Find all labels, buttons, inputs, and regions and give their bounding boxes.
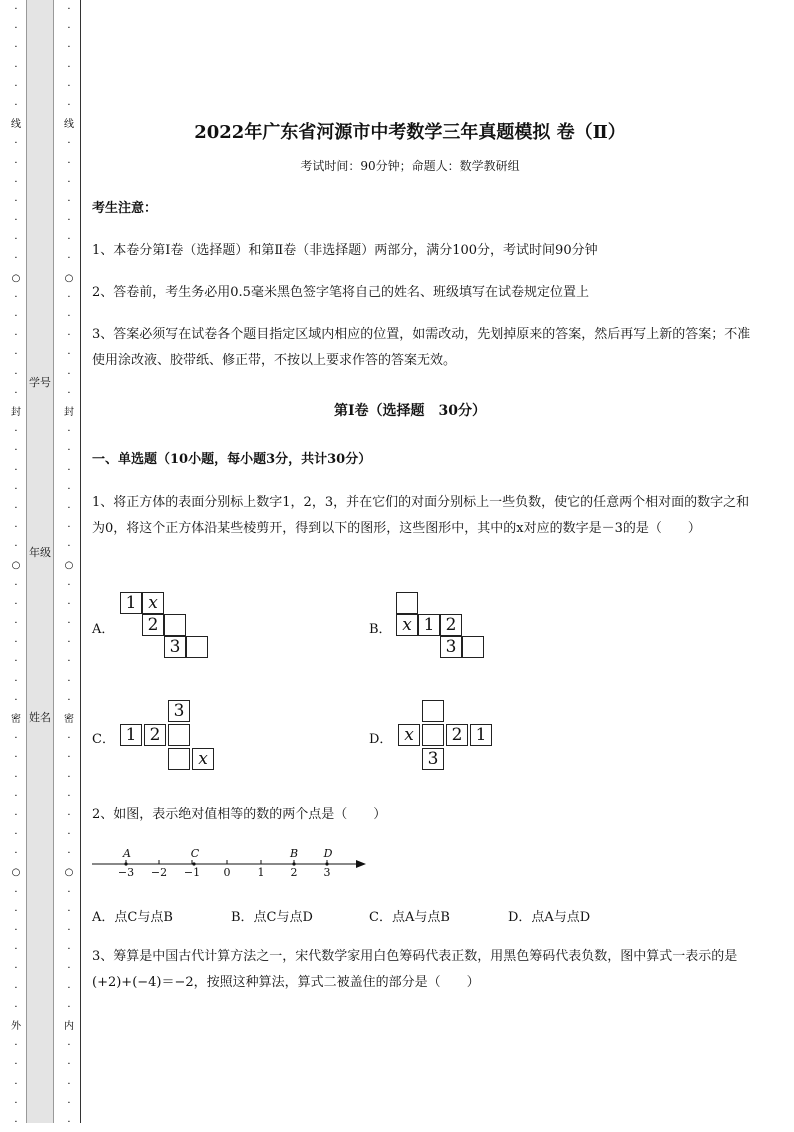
net-cell: 2 — [142, 614, 164, 636]
tick-label: 0 — [223, 866, 231, 879]
tick-label: −3 — [117, 866, 135, 879]
net-cell — [422, 724, 444, 746]
point-label-d: D — [323, 847, 333, 860]
q2-choice-c[interactable]: C．点A与点B — [369, 910, 450, 925]
net-cell: 1 — [470, 724, 492, 746]
question-3-text: 3、筹算是中国古代计算方法之一，宋代数学家用白色筹码代表正数，用黑色筹码代表负数，图中算式一表示的是(+2)+(−4)＝−2，按照这种算法，算式二被盖住的部分是（ ） — [92, 949, 738, 990]
seal-label: 密 — [64, 713, 74, 725]
net-cell: 2 — [144, 724, 166, 746]
q2-choice-a[interactable]: A．点C与点B — [92, 910, 173, 925]
net-cell: x — [398, 724, 420, 746]
seal-label: 封 — [11, 406, 21, 418]
seal-label: ○ — [64, 272, 74, 284]
q2-choice-b[interactable]: B．点C与点D — [231, 910, 313, 925]
section-title: 第I卷（选择题 30分） — [333, 403, 487, 419]
net-cell: 2 — [440, 614, 462, 636]
option-b-label[interactable]: B． — [369, 622, 392, 637]
net-cell: x — [396, 614, 418, 636]
student-id-label: 学号 — [29, 376, 51, 389]
seal-label: 线 — [64, 119, 74, 131]
net-cell: 3 — [168, 700, 190, 722]
seal-label: ○ — [11, 867, 21, 879]
net-cell: 2 — [446, 724, 468, 746]
outer-dot-column: · · · · · · 线 · · · · · · · ○ · · · · · · 封 · · · · · · · ○ · · · · · · · 密 · · · · · · · ○ · · · · · · · 外 · · · · · — [11, 4, 21, 1128]
exam-title: 2022年广东省河源市中考数学三年真题模拟 卷（Ⅱ） — [194, 122, 626, 143]
point-label-b: B — [289, 847, 299, 860]
seal-label: ○ — [64, 867, 74, 879]
net-cell — [168, 724, 190, 746]
net-cell — [164, 614, 186, 636]
exam-subtitle: 考试时间：90分钟；命题人：数学教研组 — [300, 159, 520, 173]
seal-label: ○ — [11, 560, 21, 572]
net-cell: 3 — [422, 748, 444, 770]
tick-label: 3 — [323, 866, 331, 879]
name-label: 姓名 — [29, 711, 51, 724]
seal-label: 线 — [11, 119, 21, 131]
grade-label: 年级 — [29, 546, 51, 559]
inner-dot-column: · · · · · · 线 · · · · · · · ○ · · · · · · 封 · · · · · · · ○ · · · · · · · 密 · · · · · · · ○ · · · · · · · 内 · · · · · — [64, 4, 74, 1128]
net-cell — [168, 748, 190, 770]
net-cell — [462, 636, 484, 658]
notice-heading: 考生注意： — [92, 201, 158, 216]
option-c-label[interactable]: C． — [92, 732, 115, 747]
net-cell: x — [142, 592, 164, 614]
binding-gutter — [26, 0, 54, 1123]
notice-item: 2、答卷前，考生务必用0.5毫米黑色签字笔将自己的姓名、班级填写在试卷规定位置上 — [92, 285, 589, 300]
tick-label: 2 — [290, 866, 298, 879]
net-cell — [186, 636, 208, 658]
question-1-text: 1、将正方体的表面分别标上数字1，2，3，并在它们的对面分别标上一些负数，使它的任意两个相对面的数字之和为0，将这个正方体沿某些棱剪开，得到以下的图形，这些图形中，其中的x对应的数字是－3的是（ ） — [92, 495, 750, 536]
net-cell: x — [192, 748, 214, 770]
notice-item: 3、答案必须写在试卷各个题目指定区域内相应的位置，如需改动，先划掉原来的答案，然后再写上新的答案；不准使用涂改液、胶带纸、修正带，不按以上要求作答的答案无效。 — [92, 327, 751, 368]
net-cell: 1 — [120, 592, 142, 614]
seal-label: 内 — [64, 1020, 74, 1032]
tick-label: −2 — [150, 866, 168, 879]
seal-label: 外 — [11, 1020, 21, 1032]
net-cell: 3 — [164, 636, 186, 658]
margin-line — [80, 0, 81, 1123]
tick-label: −1 — [183, 866, 201, 879]
net-cell — [422, 700, 444, 722]
seal-label: 密 — [11, 713, 21, 725]
tick-label: 1 — [257, 866, 265, 879]
seal-label: ○ — [64, 560, 74, 572]
net-cell: 3 — [440, 636, 462, 658]
notice-item: 1、本卷分第I卷（选择题）和第Ⅱ卷（非选择题）两部分，满分100分，考试时间90分钟 — [92, 243, 598, 258]
q2-choice-d[interactable]: D．点A与点D — [508, 910, 591, 925]
point-label-a: A — [123, 847, 131, 860]
option-d-label[interactable]: D． — [369, 732, 393, 747]
option-a-label[interactable]: A． — [92, 622, 115, 637]
net-cell: 1 — [120, 724, 142, 746]
net-cell: 1 — [418, 614, 440, 636]
point-label-c: C — [190, 847, 200, 860]
seal-label: 封 — [64, 406, 74, 418]
net-cell — [396, 592, 418, 614]
seal-label: ○ — [11, 272, 21, 284]
part-heading: 一、单选题（10小题，每小题3分，共计30分） — [92, 452, 372, 467]
question-2-text: 2、如图，表示绝对值相等的数的两个点是（ ） — [92, 807, 387, 822]
